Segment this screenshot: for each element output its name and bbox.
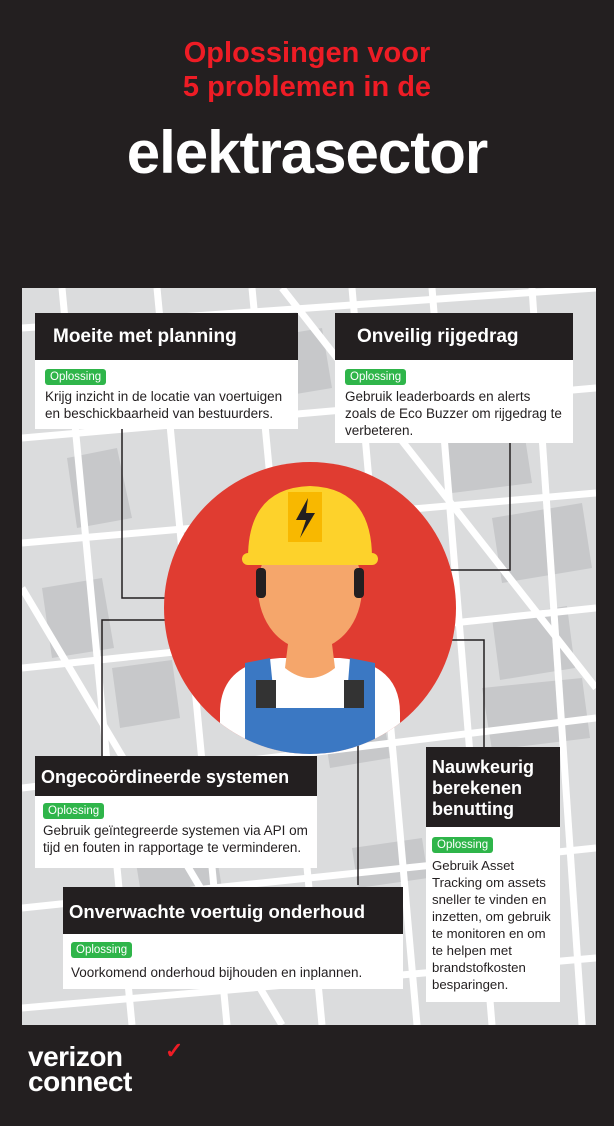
title-line-1: Oplossingen voor [183, 37, 431, 69]
title-main: elektrasector [126, 119, 488, 186]
card-systems [35, 756, 317, 868]
card-text: Krijg inzicht in de locatie van voertuigen en beschickbaarheid van bestuurders. [45, 389, 283, 421]
card-text: Gebruik leaderboards en alerts zoals de Eco Buzzer om rijgedrag te verbeteren. [345, 389, 562, 438]
electrician-illustration [160, 458, 461, 759]
solution-badge: Oplossing [432, 837, 493, 853]
card-planning [35, 313, 298, 429]
title-line-2: 5 problemen in de [182, 71, 432, 103]
card-heading: Onverwachte voertuig onderhoud [63, 887, 403, 934]
card-heading: Onveilig rijgedrag [335, 313, 573, 360]
card-text: Gebruik geïntegreerde systemen via API om tijd en fouten in rapportage te verminderen. [43, 823, 308, 855]
card-heading: Ongecoördineerde systemen [35, 756, 317, 796]
verizon-connect-logo [28, 1038, 183, 1097]
solution-badge: Oplossing [345, 369, 406, 385]
logo-line-1: verizon [28, 1041, 123, 1072]
logo-line-2: connect [28, 1066, 132, 1097]
solution-badge: Oplossing [43, 803, 104, 819]
card-maintenance [63, 887, 403, 989]
card-heading: Nauwkeurig berekenen benutting [426, 747, 560, 827]
card-driving [335, 313, 573, 443]
card-text: Voorkomend onderhoud bijhouden en inplannen. [71, 965, 363, 980]
solution-badge: Oplossing [45, 369, 106, 385]
card-heading: Moeite met planning [35, 313, 298, 360]
card-text: Gebruik Asset Tracking om assets sneller te vinden en inzetten, om gebruik te monitoren en om te helpen met brandstofkosten besparingen. [432, 858, 551, 992]
solution-badge: Oplossing [71, 942, 132, 958]
checkmark-icon: ✓ [165, 1038, 183, 1063]
card-utilization [426, 747, 560, 1002]
